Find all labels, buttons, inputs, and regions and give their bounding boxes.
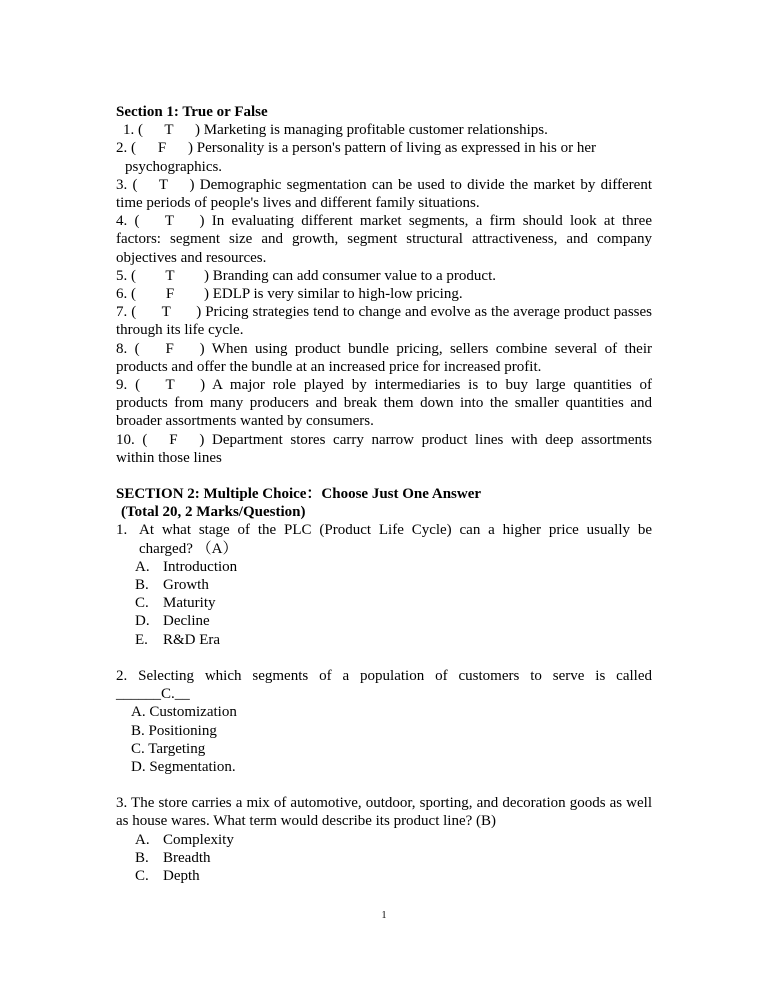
tf-text: Department stores carry narrow product lines with deep assortments within those lines [116,431,653,466]
mcq-2-options [116,703,652,776]
tf-answer: T [164,213,175,230]
mcq-2-text: 2. Selecting which segments of a population of customers to serve is called [116,667,652,684]
page-number: 1 [381,910,387,921]
spacer [116,776,652,794]
tf-item-6: 6. ( F ) EDLP is very similar to high-low pricing. [116,286,463,303]
mcq-3-options [116,831,652,886]
tf-num: 1. [123,122,135,139]
section2-title: SECTION 2: Multiple Choice：Choose Just One Answer [116,486,482,503]
option: A. Complexity [135,831,234,848]
tf-text: Demographic segmentation can be used to divide the market by different time periods of people's lives and different family situations. [116,176,652,212]
tf-num: 5. [116,267,128,284]
tf-item-1: 1. ( T ) Marketing is managing profitable customer relationships. [123,122,548,139]
tf-num: 10. [116,431,135,448]
option: D. Segmentation. [131,758,236,775]
option: C. Targeting [131,740,206,757]
option: A. Customization [131,704,237,721]
tf-text: EDLP is very similar to high-low pricing. [212,286,463,303]
tf-answer: F [169,431,178,448]
tf-item-2: 2. ( F ) Personality is a person's pattern of living as expressed in his or her [116,140,597,157]
tf-text-line1: Personality is a person's pattern of living as expressed in his or her [196,140,597,157]
mcq-1 [116,521,652,557]
option: B. Breadth [135,849,211,866]
tf-num: 8. [116,340,128,357]
option: C. Depth [135,867,200,884]
tf-item-7: 7. ( T ) Pricing strategies tend to change and evolve as the average product passes through its life cycle. [116,304,652,339]
mcq-text: At what stage of the PLC (Product Life Cycle) can a higher price usually be charged? （A） [139,522,652,557]
tf-item-9: 9. ( T ) A major role played by intermediaries is to buy large quantities of products from many producers and break them down into the smaller quantities and broader assortments wanted by consumers. [116,377,652,430]
option: B. Positioning [131,722,217,739]
tf-text: Marketing is managing profitable customer relationships. [203,122,548,139]
tf-item-4: 4. ( T ) In evaluating different market segments, a firm should look at three factors: segment size and growth, segment structural attractiveness, and company objectives and resources. [116,213,652,266]
tf-item-8: 8. ( F ) When using product bundle pricing, sellers combine several of their products and offer the bundle at an increased price for increased profit. [116,340,652,375]
tf-text: Pricing strategies tend to change and evolve as the average product passes through its life cycle. [116,304,652,339]
tf-item-3: 3. ( T ) Demographic segmentation can be used to divide the market by different time periods of people's lives and different family situations. [116,176,652,212]
option: C. Maturity [135,595,216,612]
spacer [116,649,652,667]
tf-answer: T [164,122,174,139]
tf-num: 9. [116,377,128,394]
tf-num: 3. [116,176,128,193]
section1-title: Section 1: True or False [116,104,268,120]
mcq-1-options [116,558,652,649]
tf-item-2-cont: psychographics. [125,158,223,175]
tf-text: A major role played by intermediaries is to buy large quantities of products from many producers and break them down into the smaller quantities and broader assortments wanted by consumers. [116,377,652,430]
tf-num: 2. [116,140,128,157]
tf-answer: F [157,140,167,157]
document-body [116,103,652,885]
tf-text: Branding can add consumer value to a product. [212,267,496,284]
tf-num: 6. [116,286,128,303]
option: E. R&D Era [135,631,221,648]
tf-num: 7. [116,304,128,321]
option: A. Introduction [135,558,238,575]
tf-text: When using product bundle pricing, sellers combine several of their products and offer the bundle at an increased price for increased profit. [116,340,652,375]
tf-item-10: 10. ( F ) Department stores carry narrow product lines with deep assortments within those lines [116,431,653,466]
tf-text: In evaluating different market segments, a firm should look at three factors: segment size and growth, segment structural attractiveness, and company objectives and resources. [116,213,652,266]
mcq-num: 1. [116,522,128,539]
tf-item-5: 5. ( T ) Branding can add consumer value to a product. [116,267,496,284]
tf-answer: T [158,176,169,193]
tf-answer: F [165,286,175,303]
mcq-2-blank: ______C.__ [116,686,190,703]
option: B. Growth [135,577,209,594]
tf-num: 4. [116,213,128,230]
section2-subtitle: (Total 20, 2 Marks/Question) [121,504,306,521]
spacer [116,467,652,485]
tf-answer: T [161,304,171,321]
tf-answer: T [165,377,175,394]
tf-answer: F [165,340,174,357]
mcq-3-text: 3. The store carries a mix of automotive, outdoor, sporting, and decoration goods as well as house wares. What term would describe its product line? (B) [116,795,652,830]
tf-answer: T [165,267,175,284]
option: D. Decline [135,613,210,630]
